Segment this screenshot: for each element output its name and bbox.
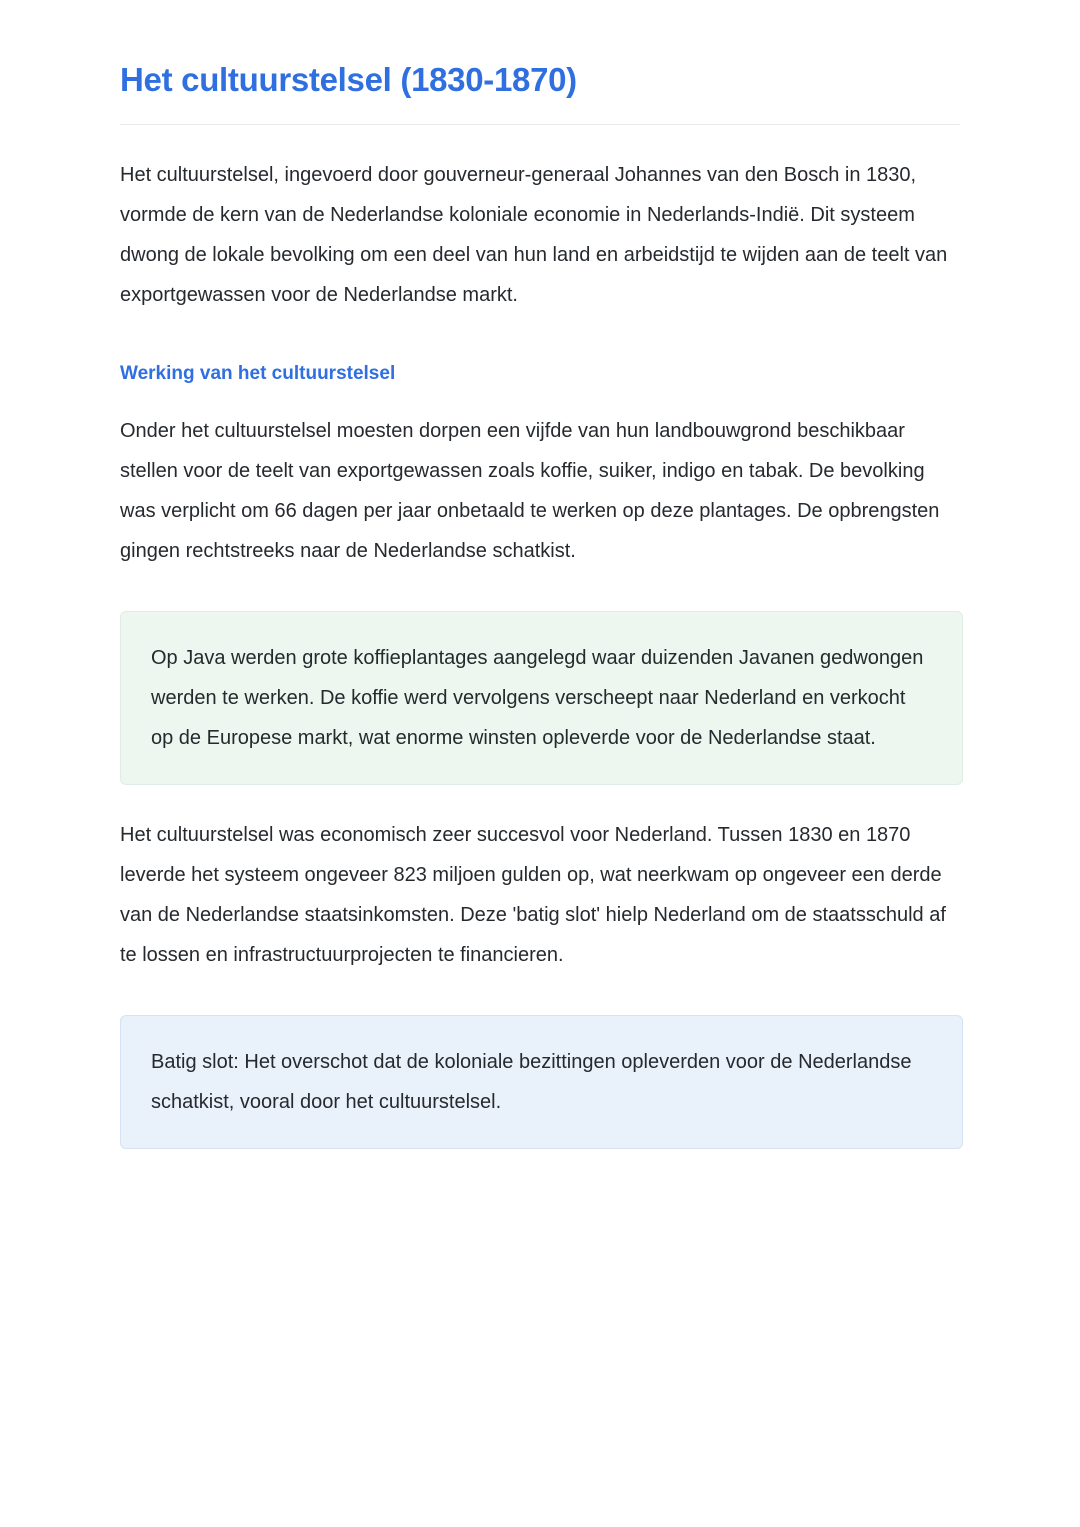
section-heading-werking: Werking van het cultuurstelsel	[120, 363, 396, 384]
page-title: Het cultuurstelsel (1830-1870)	[120, 61, 577, 98]
economy-paragraph: Het cultuurstelsel was economisch zeer succesvol voor Nederland. Tussen 1830 en 1870 leverde het systeem ongeveer 823 miljoen gulden op, wat neerkwam op ongeveer een derde van de Nederlandse staatsinkomsten. Deze 'batig slot' hielp Nederland om de staatsschuld af te lossen en infrastructuurprojecten te financieren.	[120, 824, 946, 966]
definition-callout-text: Batig slot: Het overschot dat de koloniale bezittingen opleverden voor de Nederlandse schatkist, vooral door het cultuurstelsel.	[151, 1051, 912, 1113]
definition-callout-box	[120, 1015, 963, 1149]
intro-paragraph: Het cultuurstelsel, ingevoerd door gouverneur-generaal Johannes van den Bosch in 1830, vormde de kern van de Nederlandse koloniale economie in Nederlands-Indië. Dit systeem dwong de lokale bevolking om een deel van hun land en arbeidstijd te wijden aan de teelt van exportgewassen voor de Nederlandse markt.	[120, 164, 948, 306]
title-divider	[120, 124, 960, 125]
example-callout-box	[120, 611, 963, 785]
section-paragraph-werking: Onder het cultuurstelsel moesten dorpen een vijfde van hun landbouwgrond beschikbaar stellen voor de teelt van exportgewassen zoals koffie, suiker, indigo en tabak. De bevolking was verplicht om 66 dagen per jaar onbetaald te werken op deze plantages. De opbrengsten gingen rechtstreeks naar de Nederlandse schatkist.	[120, 420, 940, 562]
example-callout-text: Op Java werden grote koffieplantages aangelegd waar duizenden Javanen gedwongen werden te werken. De koffie werd vervolgens verscheept naar Nederland en verkocht op de Europese markt, wat enorme winsten opleverde voor de Nederlandse staat.	[151, 647, 924, 749]
